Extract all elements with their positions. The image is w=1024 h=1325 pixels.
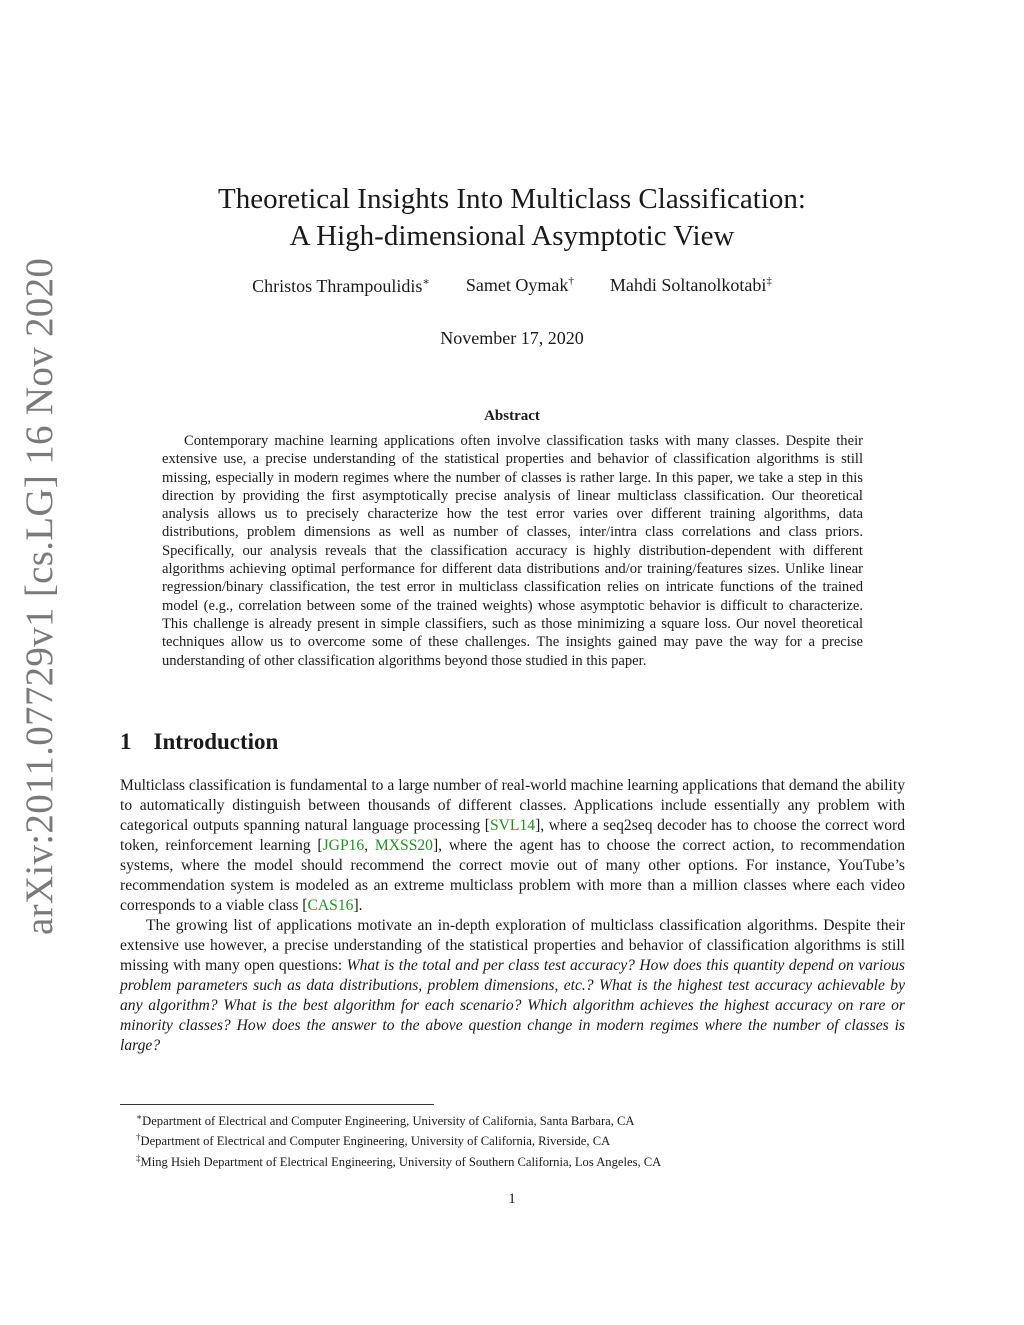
footnote-divider xyxy=(120,1104,434,1105)
footnotes xyxy=(136,1109,906,1170)
intro-paragraph-2 xyxy=(120,916,905,1056)
paragraph-text: Multiclass classification is fundamental to a large number of real-world machine learning applications that demand the ability to automatically distinguish between thousands of different classes. Applications include essentially any problem with categorical outputs spanning natural language processing [ xyxy=(120,777,905,834)
footnote-mark: † xyxy=(136,1132,141,1143)
paper-title-line-1: Theoretical Insights Into Multiclass Classification: xyxy=(218,183,806,215)
footnote-text: Ming Hsieh Department of Electrical Engineering, University of Southern California, Los Angeles, CA xyxy=(140,1154,662,1169)
footnote xyxy=(136,1129,906,1149)
footnote-text: Department of Electrical and Computer Engineering, University of California, Santa Barbara, CA xyxy=(142,1114,635,1129)
abstract-text: Contemporary machine learning applications often involve classification tasks with many classes. Despite their extensive use, a precise understanding of the statistical properties and behavior of classification algorithms is still missing, especially in modern regimes where the number of classes is rather large. In this paper, we take a step in this direction by providing the first asymptotically precise analysis of linear multiclass classification. Our theoretical analysis allows us to precisely characterize how the test error varies over different training algorithms, data distributions, problem dimensions as well as number of classes, inter/intra class correlations and class priors. Specifically, our analysis reveals that the classification accuracy is highly distribution-dependent with different algorithms achieving optimal performance for different data distributions and/or training/features sizes. Unlike linear regression/binary classification, the test error in multiclass classification relies on intricate functions of the trained model (e.g., correlation between some of the trained weights) whose asymptotic behavior is difficult to characterize. This challenge is already present in simple classifiers, such as those minimizing a square loss. Our novel theoretical techniques allow us to overcome some of these challenges. The insights gained may pave the way for a precise understanding of other classification algorithms beyond those studied in this paper. xyxy=(162,433,863,669)
author-affiliation-mark: † xyxy=(568,275,574,287)
author-name: Christos Thrampoulidis xyxy=(252,276,423,296)
footnote xyxy=(136,1109,906,1129)
abstract-heading: Abstract xyxy=(484,408,540,424)
footnote-mark: ∗ xyxy=(136,1112,143,1122)
arxiv-identifier-stamp: arXiv:2011.07729v1 [cs.LG] 16 Nov 2020 xyxy=(18,257,61,935)
citation-link[interactable]: CAS16 xyxy=(307,897,354,914)
citation-link[interactable]: JGP16 xyxy=(322,837,365,854)
page-number: 1 xyxy=(508,1191,516,1207)
open-questions-text: What is the total and per class test accuracy? How does this quantity depend on various problem parameters such as data distributions, problem dimensions, etc.? What is the highest test accuracy achievable by any algorithm? What is the best algorithm for each scenario? Which algorithm achieves the highest accuracy on rare or minority classes? How does the answer to the above question change in modern regimes where the number of classes is large? xyxy=(120,957,905,1054)
publication-date: November 17, 2020 xyxy=(440,328,584,348)
author-affiliation-mark: ∗ xyxy=(422,276,430,288)
footnote-mark: ‡ xyxy=(136,1152,141,1163)
introduction-body xyxy=(120,776,905,1056)
section-heading xyxy=(120,729,278,755)
author-affiliation-mark: ‡ xyxy=(766,275,772,287)
footnote xyxy=(136,1150,906,1170)
author-name: Samet Oymak xyxy=(465,275,569,295)
author xyxy=(252,275,430,297)
section-title: Introduction xyxy=(153,729,279,754)
section-number: 1 xyxy=(120,729,132,754)
paragraph-text: ], where a seq2seq decoder has to choose the correct word token, reinforcement learning [ xyxy=(120,817,905,854)
paragraph-text: ]. xyxy=(353,897,363,914)
abstract-body xyxy=(162,432,863,670)
paper-title-line-2: A High-dimensional Asymptotic View xyxy=(289,220,735,252)
citation-link[interactable]: MXSS20 xyxy=(374,837,433,854)
intro-paragraph-1 xyxy=(120,776,905,916)
author-name: Mahdi Soltanolkotabi xyxy=(609,275,767,295)
author xyxy=(466,275,574,297)
paragraph-text: , xyxy=(364,837,375,854)
author xyxy=(610,275,772,297)
paragraph-text: ], where the agent has to choose the correct action, to recommendation systems, where the model should recommend the correct movie out of many other options. For instance, YouTube’s recommendation system is modeled as an extreme multiclass problem with more than a million classes where each video corresponds to a viable class [ xyxy=(120,837,905,914)
footnote-text: Department of Electrical and Computer Engineering, University of California, Riverside, CA xyxy=(140,1134,611,1149)
citation-link[interactable]: SVL14 xyxy=(490,817,536,834)
author-list xyxy=(0,275,1024,297)
paragraph-text: The growing list of applications motivate an in-depth exploration of multiclass classification algorithms. Despite their extensive use however, a precise understanding of the statistical properties and behavior of classification algorithms is still missing with many open questions: xyxy=(120,917,905,974)
